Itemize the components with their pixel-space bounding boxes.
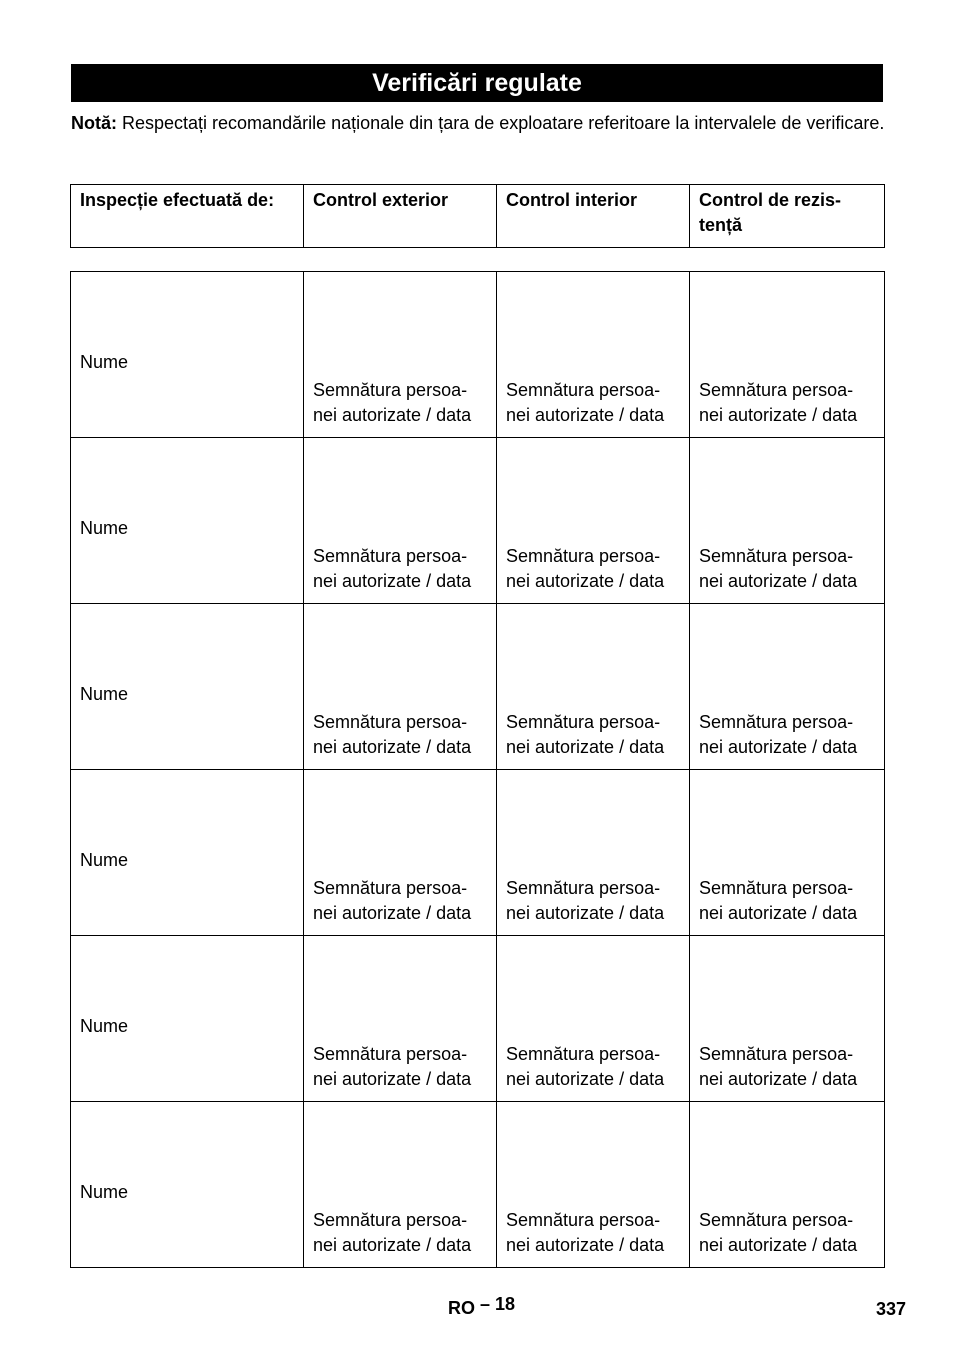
signature-cell-interior: Semnătura persoa-nei autorizate / data: [497, 936, 690, 1102]
page-number: 337: [876, 1299, 907, 1319]
name-cell: Nume: [71, 438, 304, 604]
note-label: Notă:: [71, 113, 117, 133]
footer-section-page: 18: [495, 1294, 516, 1314]
inspection-records-table: [70, 271, 885, 1268]
signature-cell-exterior: Semnătura persoa-nei autorizate / data: [304, 770, 497, 936]
signature-cell-interior: Semnătura persoa-nei autorizate / data: [497, 438, 690, 604]
signature-cell-exterior: Semnătura persoa-nei autorizate / data: [304, 604, 497, 770]
signature-cell-resistance: Semnătura persoa-nei autorizate / data: [690, 604, 885, 770]
header-inspected-by: Inspecție efectuată de:: [71, 185, 304, 248]
table-row: [71, 604, 885, 770]
table-row: [71, 272, 885, 438]
signature-cell-resistance: Semnătura persoa-nei autorizate / data: [690, 438, 885, 604]
name-cell: Nume: [71, 770, 304, 936]
signature-cell-resistance: Semnătura persoa-nei autorizate / data: [690, 1102, 885, 1268]
page-title: Verificări regulate: [71, 64, 883, 102]
note-paragraph: [71, 111, 886, 136]
signature-cell-interior: Semnătura persoa-nei autorizate / data: [497, 1102, 690, 1268]
header-row: [71, 185, 885, 248]
header-exterior-control: Control exterior: [304, 185, 497, 248]
footer-dash: –: [475, 1294, 496, 1314]
inspection-header-table: [70, 184, 885, 248]
signature-cell-interior: Semnătura persoa-nei autorizate / data: [497, 770, 690, 936]
table-row: [71, 438, 885, 604]
name-cell: Nume: [71, 604, 304, 770]
signature-cell-exterior: Semnătura persoa-nei autorizate / data: [304, 438, 497, 604]
header-interior-control: Control interior: [497, 185, 690, 248]
signature-cell-interior: Semnătura persoa-nei autorizate / data: [497, 272, 690, 438]
note-text: Respectați recomandările naționale din țara de exploatare referitoare la intervalele de verificare.: [117, 113, 885, 133]
signature-cell-exterior: Semnătura persoa-nei autorizate / data: [304, 936, 497, 1102]
signature-cell-resistance: Semnătura persoa-nei autorizate / data: [690, 272, 885, 438]
name-cell: Nume: [71, 272, 304, 438]
name-cell: Nume: [71, 936, 304, 1102]
table-row: [71, 1102, 885, 1268]
signature-cell-resistance: Semnătura persoa-nei autorizate / data: [690, 770, 885, 936]
signature-cell-interior: Semnătura persoa-nei autorizate / data: [497, 604, 690, 770]
footer-language: RO: [448, 1298, 475, 1318]
footer-section-label: [448, 1294, 516, 1319]
header-resistance-control: Control de rezis-tență: [690, 185, 885, 248]
table-row: [71, 936, 885, 1102]
name-cell: Nume: [71, 1102, 304, 1268]
signature-cell-resistance: Semnătura persoa-nei autorizate / data: [690, 936, 885, 1102]
signature-cell-exterior: Semnătura persoa-nei autorizate / data: [304, 272, 497, 438]
table-row: [71, 770, 885, 936]
signature-cell-exterior: Semnătura persoa-nei autorizate / data: [304, 1102, 497, 1268]
